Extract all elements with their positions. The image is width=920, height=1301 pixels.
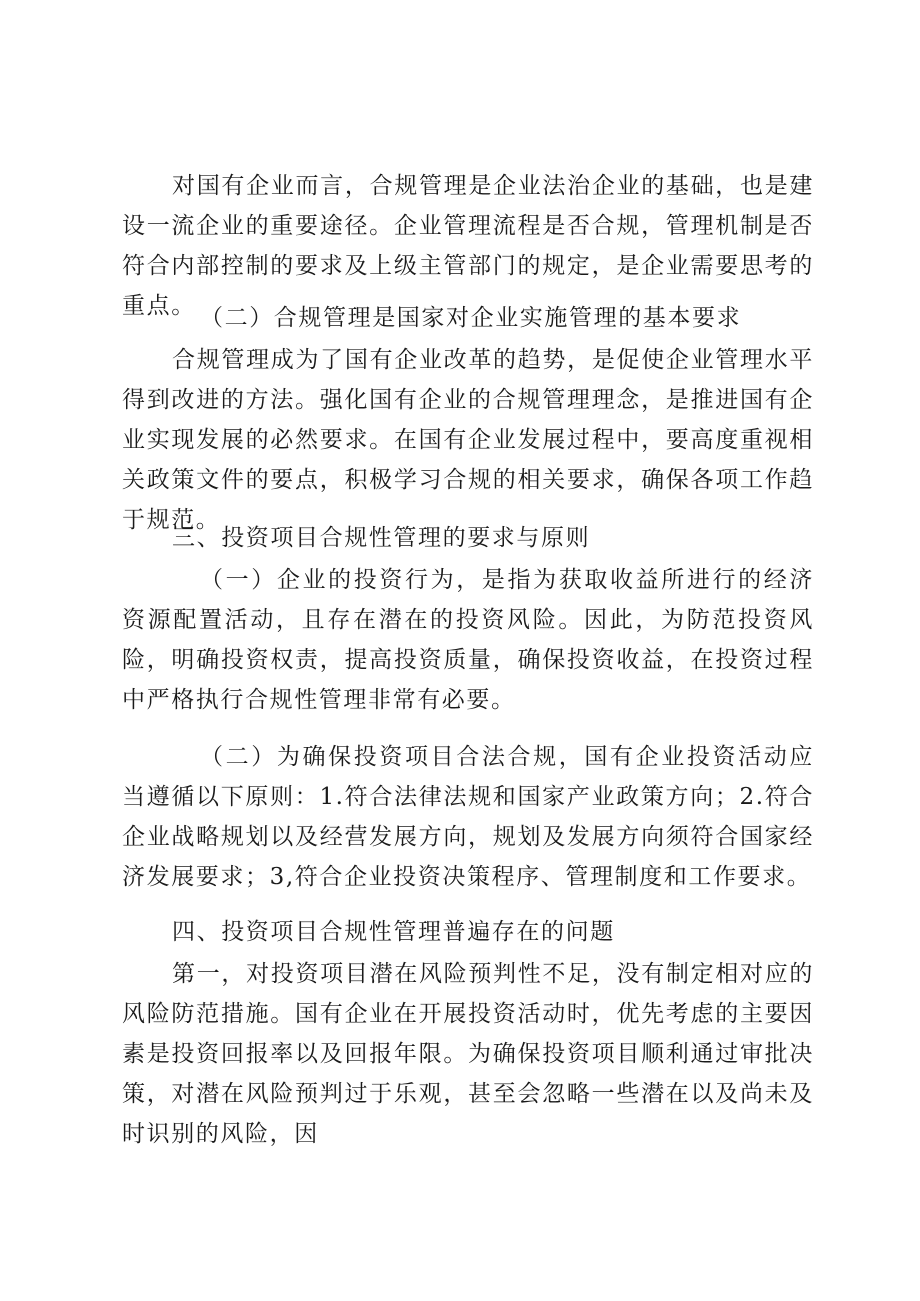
paragraph-reform-trend: 合规管理成为了国有企业改革的趋势，是促使企业管理水平得到改进的方法。强化国有企业的合规管理理念，是推进国有企业实现发展的必然要求。在国有企业发展过程中，要高度重视相关政策文件的要点，积极学习合规的相关要求，确保各项工作趋于规范。 <box>122 347 814 533</box>
paragraph-compliance-foundation: 对国有企业而言，合规管理是企业法治企业的基础，也是建设一流企业的重要途径。企业管理流程是否合规，管理机制是否符合内部控制的要求及上级主管部门的规定，是企业需要思考的重点。 <box>122 173 814 319</box>
heading-section-four: 四、投资项目合规性管理普遍存在的问题 <box>172 919 615 945</box>
heading-section-three: 三、投资项目合规性管理的要求与原则 <box>172 525 591 551</box>
paragraph-investment-behavior: （一）企业的投资行为，是指为获取收益所进行的经济资源配置活动，且存在潜在的投资风险。因此，为防范投资风险，明确投资权责，提高投资质量，确保投资收益，在投资过程中严格执行合规性管理非常有必要。 <box>122 567 814 713</box>
paragraph-investment-principles: （二）为确保投资项目合法合规，国有企业投资活动应当遵循以下原则：1.符合法律法规和国家产业政策方向；2.符合企业战略规划以及经营发展方向，规划及发展方向须符合国家经济发展要求；3,符合企业投资决策程序、管理制度和工作要求。 <box>122 744 814 890</box>
subheading-national-requirement: （二）合规管理是国家对企业实施管理的基本要求 <box>200 305 742 331</box>
paragraph-risk-problem: 第一，对投资项目潜在风险预判性不足，没有制定相对应的风险防范措施。国有企业在开展投资活动时，优先考虑的主要因素是投资回报率以及回报年限。为确保投资项目顺利通过审批决策，对潜在风险预判过于乐观，甚至会忽略一些潜在以及尚未及时识别的风险，因 <box>122 961 814 1147</box>
